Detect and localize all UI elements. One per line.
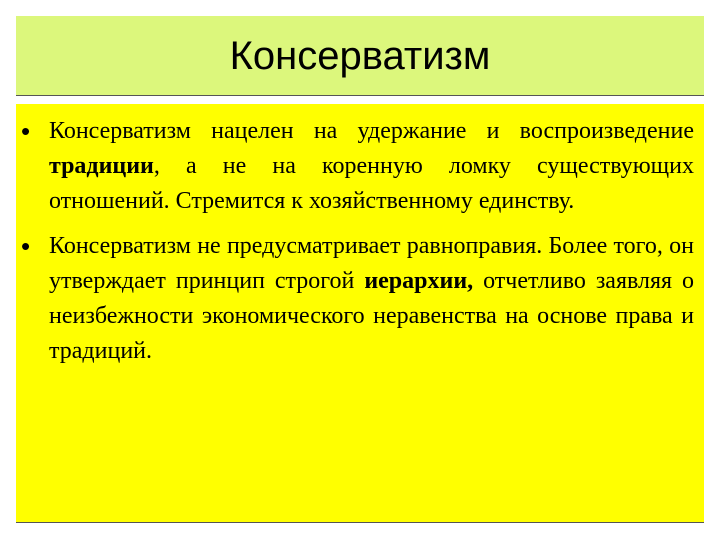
bullet-item-2: [16, 229, 704, 369]
bullet-2-text-end: отчетливо заявляя о неизбежности экономического неравенства на основе права и традиций.: [49, 268, 694, 364]
content-box: [16, 104, 704, 522]
bullet-2-text-start: Консерватизм не предусматривает равноправия. Более того, он утверждает принцип строгой: [49, 233, 694, 294]
bullet-1-bold-term: традиции: [49, 153, 154, 179]
slide-title: Консерватизм: [229, 34, 491, 78]
bullet-icon: •: [21, 231, 31, 261]
bullet-item-1: [16, 114, 704, 219]
title-divider: [16, 95, 704, 96]
bullet-1-text-start: Консерватизм нацелен на удержание и воспроизведение: [49, 118, 694, 144]
bullet-1-text-end: , а не на коренную ломку существующих отношений. Стремится к хозяйственному единству.: [49, 153, 694, 214]
title-bar: [16, 16, 704, 95]
content-bottom-divider: [16, 522, 704, 523]
bullet-list: [16, 114, 704, 369]
bullet-2-bold-term: иерархии,: [364, 268, 474, 294]
bullet-icon: •: [21, 116, 31, 146]
